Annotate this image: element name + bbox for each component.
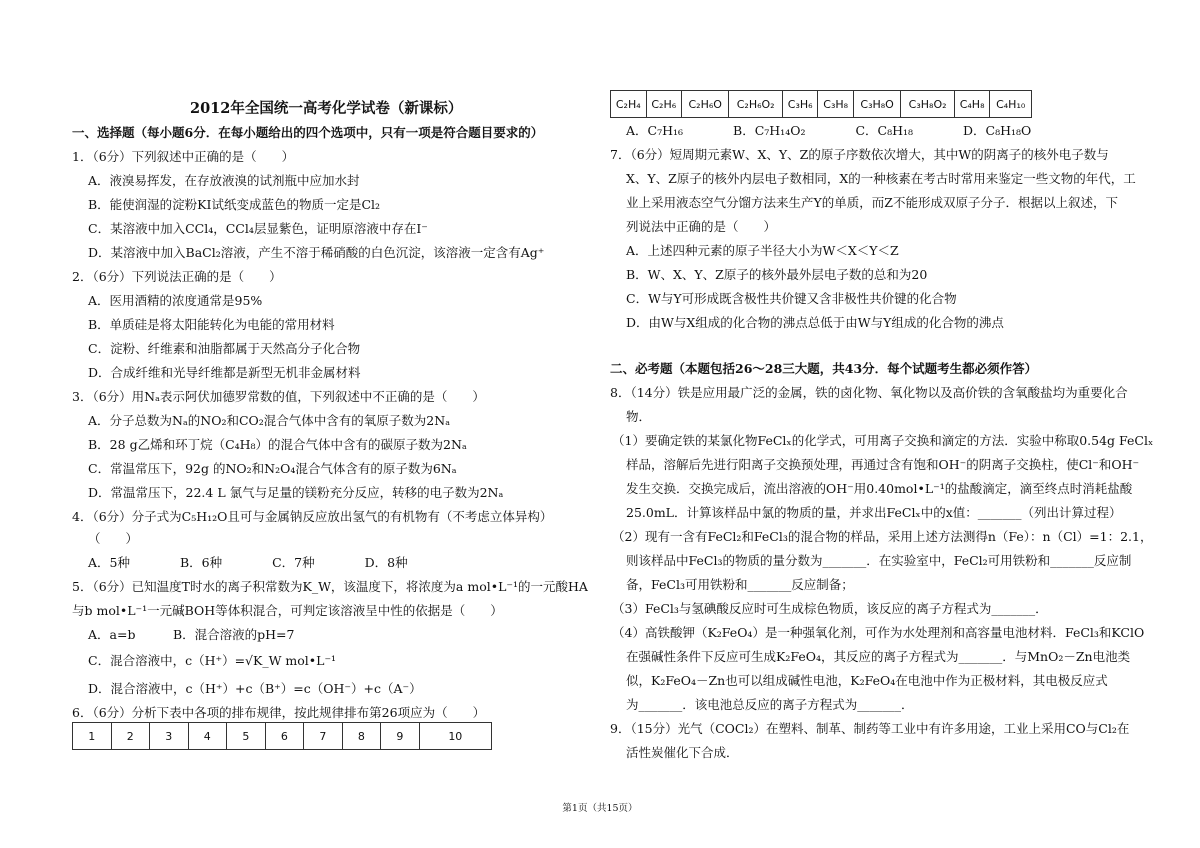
table-cell: 3: [150, 723, 189, 750]
question-8: 8．（14分）铁是应用最广泛的金属，铁的卤化物、氧化物以及高价铁的含氧酸盐均为重要化合: [610, 385, 1128, 400]
table-cell: C₂H₆: [646, 91, 682, 118]
subquestion-line: 25.0mL．计算该样品中氯的物质的量，并求出FeClₓ中的x值：_______（列出计算过程）: [626, 505, 1122, 520]
option-line: D．常温常压下，22.4 L 氯气与足量的镁粉充分反应，转移的电子数为2Nₐ: [88, 485, 504, 500]
option-line: C．某溶液中加入CCl₄，CCl₄层显紫色，证明原溶液中存在I⁻: [88, 221, 428, 236]
answer-bracket: （ ）: [88, 531, 139, 546]
subquestion-line: （2）现有一含有FeCl₂和FeCl₃的混合物的样品，采用上述方法测得n（Fe）：n（Cl）=1：2.1，: [612, 529, 1153, 544]
option-line: D．混合溶液中，c（H⁺）+c（B⁺）=c（OH⁻）+c（A⁻）: [88, 681, 422, 696]
option-line: A．5种 B．6种 C．7种 D．8种: [88, 555, 408, 570]
sequence-formula-table: [610, 90, 1032, 118]
table-cell: 4: [188, 723, 227, 750]
table-cell: 2: [111, 723, 150, 750]
subquestion-line: （4）高铁酸钾（K₂FeO₄）是一种强氧化剂，可作为水处理剂和高容量电池材料．FeCl₃和KClO: [612, 625, 1145, 640]
question-9-cont: 活性炭催化下合成．: [626, 745, 739, 760]
question-6: 6．（6分）分析下表中各项的排布规律，按此规律排布第26项应为（ ）: [72, 705, 486, 720]
option-line: A．液溴易挥发，在存放液溴的试剂瓶中应加水封: [88, 173, 360, 188]
question-5-cont: 与b mol•L⁻¹一元碱BOH等体积混合，可判定该溶液呈中性的依据是（ ）: [72, 603, 503, 618]
table-cell: C₃H₈: [818, 91, 854, 118]
table-cell: 5: [227, 723, 266, 750]
table-cell: 7: [304, 723, 343, 750]
question-5: 5．（6分）已知温度T时水的离子积常数为K_W，该温度下，将浓度为a mol•L⁻¹的一元酸HA: [72, 579, 588, 594]
option-line: C．淀粉、纤维素和油脂都属于天然高分子化合物: [88, 341, 361, 356]
subquestion-line: 为_______．该电池总反应的离子方程式为_______．: [626, 697, 914, 712]
subquestion-line: 发生交换．交换完成后，流出溶液的OH⁻用0.40mol•L⁻¹的盐酸滴定，滴至终点时消耗盐酸: [626, 481, 1133, 496]
subquestion-line: 则该样品中FeCl₃的物质的量分数为_______．在实验室中，FeCl₂可用铁粉和_______反应制: [626, 553, 1132, 568]
table-cell: C₄H₁₀: [990, 91, 1032, 118]
table-cell: 1: [73, 723, 112, 750]
table-cell: 9: [381, 723, 420, 750]
question-7-cont: 列说法中正确的是（ ）: [626, 219, 777, 234]
option-line: B．单质硅是将太阳能转化为电能的常用材料: [88, 317, 335, 332]
subquestion-line: 样品，溶解后先进行阳离子交换预处理，再通过含有饱和OH⁻的阴离子交换柱，使Cl⁻和OH⁻: [626, 457, 1140, 472]
option-line: B．28 g乙烯和环丁烷（C₄H₈）的混合气体中含有的碳原子数为2Nₐ: [88, 437, 467, 452]
question-7-cont: 业上采用液态空气分馏方法来生产Y的单质，而Z不能形成双原子分子．根据以上叙述，下: [626, 195, 1118, 210]
table-cell: C₂H₆O: [682, 91, 729, 118]
question-7-cont: X、Y、Z原子的核外内层电子数相同，X的一种核素在考古时常用来鉴定一些文物的年代，工: [626, 171, 1136, 186]
option-line: A．分子总数为Nₐ的NO₂和CO₂混合气体中含有的氧原子数为2Nₐ: [88, 413, 451, 428]
table-cell: 10: [419, 723, 491, 750]
option-line: C．混合溶液中，c（H⁺）=√K_W mol•L⁻¹: [88, 653, 337, 668]
option-line: C．常温常压下，92g 的NO₂和N₂O₄混合气体含有的原子数为6Nₐ: [88, 461, 457, 476]
option-line: B．W、X、Y、Z原子的核外最外层电子数的总和为20: [626, 267, 928, 282]
subquestion-line: 备，FeCl₃可用铁粉和_______反应制备；: [626, 577, 854, 592]
option-line: B．能使润湿的淀粉KI试纸变成蓝色的物质一定是Cl₂: [88, 197, 381, 212]
page-title: 2012年全国统一高考化学试卷（新课标）: [190, 100, 463, 117]
sequence-number-table: [72, 722, 492, 750]
option-line: A．a=b B．混合溶液的pH=7: [88, 627, 295, 642]
page-footer: 第1页（共15页）: [562, 803, 638, 814]
question-2: 2．（6分）下列说法正确的是（ ）: [72, 269, 282, 284]
subquestion-line: 在强碱性条件下反应可生成K₂FeO₄，其反应的离子方程式为_______．与MnO₂－Zn电池类: [626, 649, 1131, 664]
table-cell: C₃H₆: [782, 91, 818, 118]
option-line: A．上述四种元素的原子半径大小为W＜X＜Y＜Z: [626, 243, 899, 258]
table-cell: C₂H₄: [611, 91, 647, 118]
subquestion-line: 似，K₂FeO₄－Zn也可以组成碱性电池，K₂FeO₄在电池中作为正极材料，其电极反应式: [626, 673, 1108, 688]
option-line: A．C₇H₁₆ B．C₇H₁₄O₂ C．C₈H₁₈ D．C₈H₁₈O: [626, 123, 1032, 138]
question-9: 9．（15分）光气（COCl₂）在塑料、制革、制药等工业中有许多用途，工业上采用CO与Cl₂在: [610, 721, 1130, 736]
section-heading: 一、选择题（每小题6分．在每小题给出的四个选项中，只有一项是符合题目要求的）: [72, 125, 544, 140]
subquestion-line: （1）要确定铁的某氯化物FeClₓ的化学式，可用离子交换和滴定的方法．实验中称取0.54g FeClₓ: [612, 433, 1154, 448]
option-line: D．由W与X组成的化合物的沸点总低于由W与Y组成的化合物的沸点: [626, 315, 1004, 330]
question-1: 1．（6分）下列叙述中正确的是（ ）: [72, 149, 295, 164]
section-heading: 二、必考题（本题包括26～28三大题，共43分．每个试题考生都必须作答）: [610, 361, 1038, 376]
table-cell: 6: [265, 723, 304, 750]
question-7: 7．（6分）短周期元素W、X、Y、Z的原子序数依次增大，其中W的阴离子的核外电子数与: [610, 147, 1109, 162]
question-4: 4．（6分）分子式为C₅H₁₂O且可与金属钠反应放出氢气的有机物有（不考虑立体异构）: [72, 509, 553, 524]
option-line: A．医用酒精的浓度通常是95%: [88, 293, 263, 308]
option-line: D．合成纤维和光导纤维都是新型无机非金属材料: [88, 365, 361, 380]
option-line: D．某溶液中加入BaCl₂溶液，产生不溶于稀硝酸的白色沉淀，该溶液一定含有Ag⁺: [88, 245, 545, 260]
table-cell: 8: [342, 723, 381, 750]
question-3: 3．（6分）用Nₐ表示阿伏加德罗常数的值，下列叙述中不正确的是（ ）: [72, 389, 485, 404]
subquestion-line: （3）FeCl₃与氢碘酸反应时可生成棕色物质，该反应的离子方程式为_______．: [612, 601, 1048, 616]
option-line: C．W与Y可形成既含极性共价键又含非极性共价键的化合物: [626, 291, 957, 306]
question-8-cont: 物．: [626, 409, 652, 424]
table-cell: C₃H₈O₂: [901, 91, 955, 118]
table-cell: C₂H₆O₂: [729, 91, 783, 118]
table-cell: C₃H₈O: [853, 91, 900, 118]
table-cell: C₄H₈: [954, 91, 990, 118]
